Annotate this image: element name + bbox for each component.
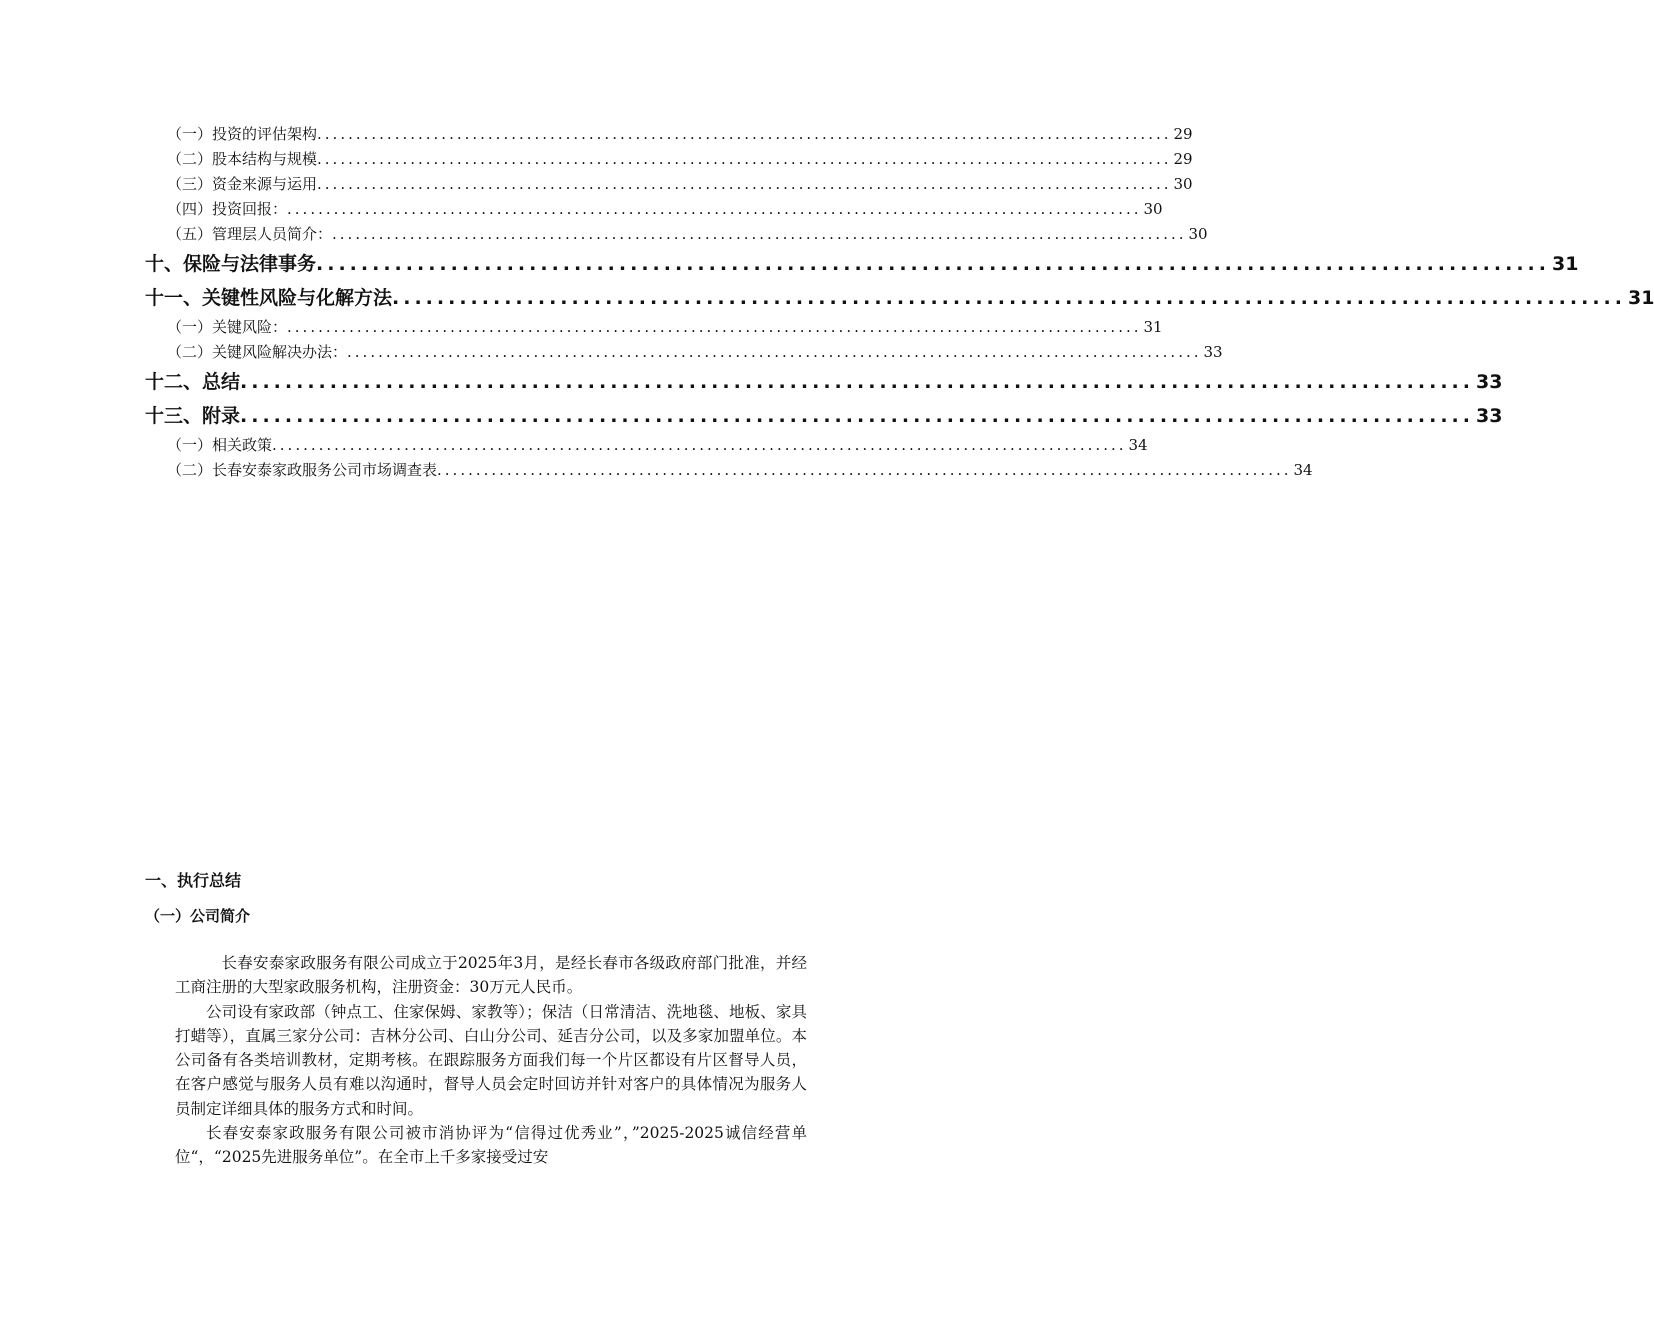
section-heading: 一、执行总结: [145, 871, 242, 890]
toc-entry-page: 33: [1203, 343, 1223, 361]
toc-leader-dots: ..............................................................................................................: [287, 318, 1142, 336]
toc-leader-dots: ..............................................................................................................: [437, 461, 1292, 479]
toc-leader-dots: ..............................................................................................................: [332, 225, 1187, 243]
toc-chapter[interactable]: [145, 365, 1503, 399]
toc-entry[interactable]: [145, 340, 1223, 365]
section-body: [175, 951, 807, 1170]
toc-entry-label: （一）投资的评估架构: [167, 125, 318, 143]
toc-entry-page: 31: [1143, 318, 1163, 336]
toc-entry[interactable]: [145, 122, 1193, 147]
toc-leader-dots: ..............................................................................................................: [317, 150, 1172, 168]
toc-leader-dots: ..............................................................................................................: [316, 253, 1550, 275]
toc-chapter[interactable]: [145, 247, 1579, 281]
toc-entry-label: （三）资金来源与运用: [167, 175, 318, 193]
toc-leader-dots: ..............................................................................................................: [272, 436, 1127, 454]
toc-entry-page: 34: [1128, 436, 1148, 454]
body-paragraph: 公司设有家政部（钟点工、住家保姆、家教等）；保洁（日常清洁、洗地毯、地板、家具打蜡等），直属三家分公司：吉林分公司、白山分公司、延吉分公司，以及多家加盟单位。本公司备有各类培训教材，定期考核。在跟踪服务方面我们每一个片区都设有片区督导人员，在客户感觉与服务人员有难以沟通时，督导人员会定时回访并针对客户的具体情况为服务人员制定详细具体的服务方式和时间。: [175, 1002, 807, 1118]
toc-leader-dots: ..............................................................................................................: [240, 405, 1474, 427]
toc-leader-dots: ..............................................................................................................: [392, 287, 1626, 309]
toc-entry-label: （一）相关政策: [167, 436, 273, 454]
toc-entry-label: （一）关键风险：: [167, 318, 288, 336]
toc-leader-dots: ..............................................................................................................: [347, 343, 1202, 361]
section-subheading: （一）公司简介: [145, 907, 251, 925]
toc-leader-dots: ..............................................................................................................: [287, 200, 1142, 218]
toc-entry[interactable]: [145, 315, 1163, 340]
toc-entry[interactable]: [145, 197, 1163, 222]
toc-entry[interactable]: [145, 458, 1313, 483]
toc-chapter[interactable]: [145, 281, 1654, 315]
toc-entry[interactable]: [145, 433, 1148, 458]
toc-entry-label: （二）长春安泰家政服务公司市场调查表: [167, 461, 438, 479]
toc-entry-page: 29: [1173, 150, 1193, 168]
body-paragraph: 长春安泰家政服务有限公司成立于2025年3月，是经长春市各级政府部门批准，并经工商注册的大型家政服务机构，注册资金：30万元人民币。: [175, 954, 807, 997]
toc-entry-page: 30: [1173, 175, 1193, 193]
table-of-contents: [145, 122, 1654, 483]
toc-entry-page: 29: [1173, 125, 1193, 143]
toc-entry-label: （二）关键风险解决办法：: [167, 343, 348, 361]
toc-chapter-label: 十一、关键性风险与化解方法: [145, 287, 393, 309]
toc-entry[interactable]: [145, 222, 1208, 247]
toc-chapter-label: 十二、总结: [145, 371, 241, 393]
toc-chapter-page: 31: [1627, 287, 1654, 309]
toc-leader-dots: ..............................................................................................................: [240, 371, 1474, 393]
toc-chapter-page: 31: [1551, 253, 1579, 275]
toc-leader-dots: ..............................................................................................................: [317, 125, 1172, 143]
toc-entry-label: （二）股本结构与规模: [167, 150, 318, 168]
toc-leader-dots: ..............................................................................................................: [317, 175, 1172, 193]
body-paragraph: 长春安泰家政服务有限公司被市消协评为“信得过优秀业”，”2025-2025诚信经营单位“，“2025先进服务单位”。在全市上千多家接受过安: [175, 1124, 807, 1167]
toc-entry-label: （四）投资回报：: [167, 200, 288, 218]
toc-entry-page: 30: [1188, 225, 1208, 243]
toc-chapter-page: 33: [1475, 371, 1503, 393]
toc-entry[interactable]: [145, 172, 1193, 197]
toc-entry[interactable]: [145, 147, 1193, 172]
toc-chapter-label: 十、保险与法律事务: [145, 253, 317, 275]
toc-chapter-label: 十三、附录: [145, 405, 241, 427]
toc-chapter[interactable]: [145, 399, 1503, 433]
toc-entry-page: 34: [1293, 461, 1313, 479]
toc-chapter-page: 33: [1475, 405, 1503, 427]
toc-entry-label: （五）管理层人员简介：: [167, 225, 333, 243]
toc-entry-page: 30: [1143, 200, 1163, 218]
